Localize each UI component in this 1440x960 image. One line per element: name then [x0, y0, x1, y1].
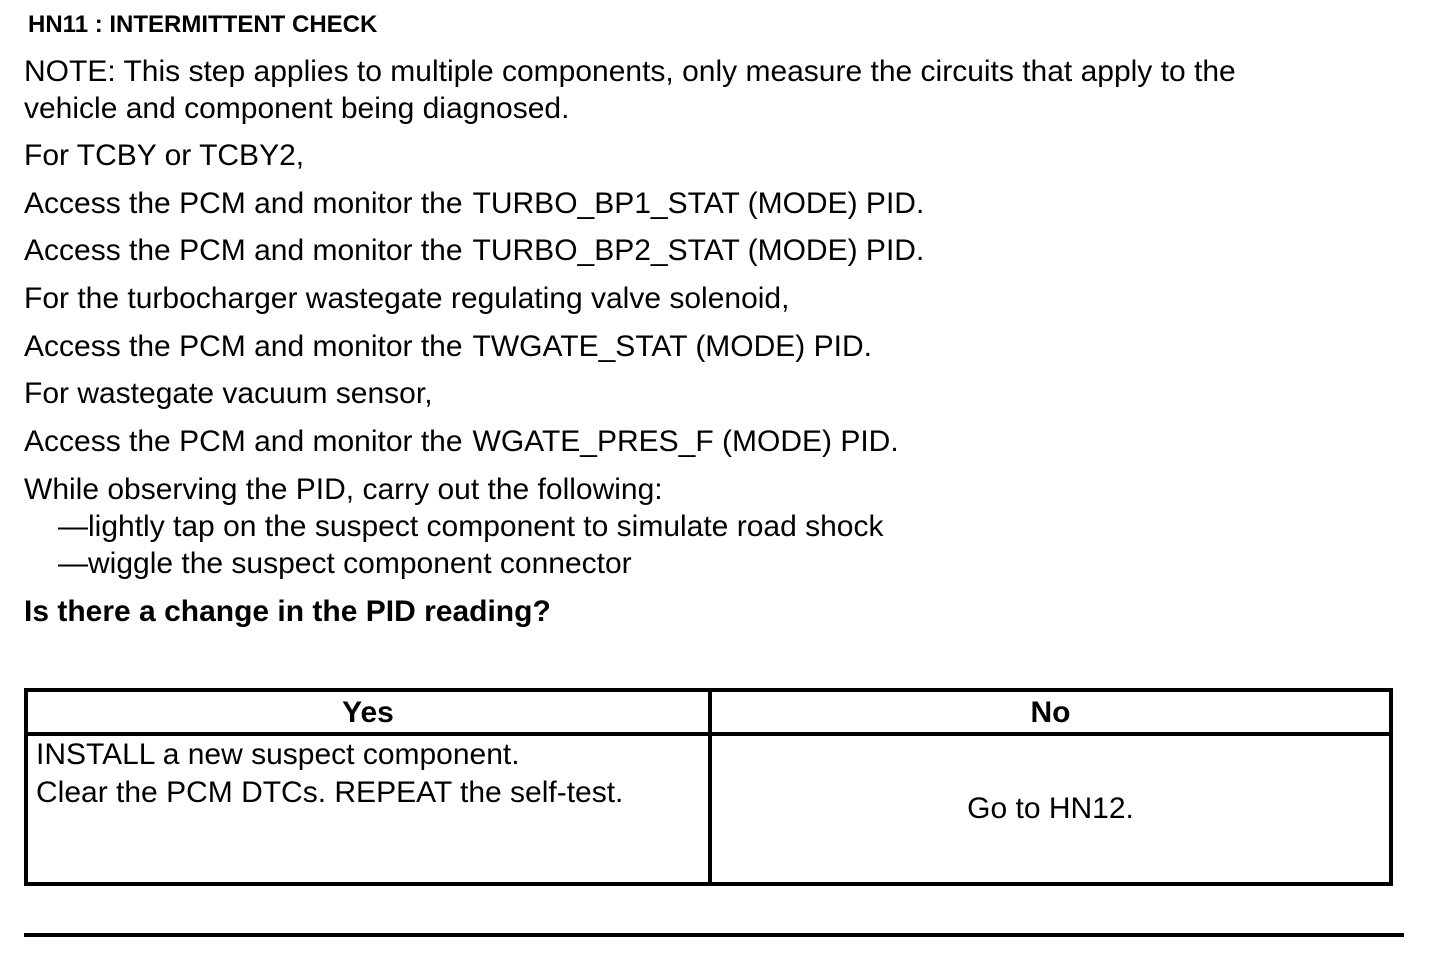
- observe-intro: While observing the PID, carry out the following:: [24, 473, 663, 506]
- no-column-header: No: [1030, 696, 1071, 729]
- note-line-2: vehicle and component being diagnosed.: [24, 92, 570, 125]
- yes-column-header: Yes: [342, 696, 394, 729]
- step-prefix: Access the PCM and monitor the: [24, 187, 463, 220]
- step-vacuum-sensor-condition: For wastegate vacuum sensor,: [24, 377, 433, 410]
- observe-item-wiggle: —wiggle the suspect component connector: [58, 547, 632, 580]
- no-cell: [712, 736, 1389, 882]
- yes-cell: [36, 736, 623, 812]
- pid-name: TURBO_BP2_STAT (MODE) PID.: [472, 234, 925, 267]
- step-wastegate-solenoid-condition: For the turbocharger wastegate regulating valve solenoid,: [24, 282, 790, 315]
- observe-item-tap: —lightly tap on the suspect component to simulate road shock: [58, 510, 884, 543]
- step-turbo-bp1-pid: [24, 185, 924, 222]
- step-tcby-condition: For TCBY or TCBY2,: [24, 139, 305, 172]
- yes-no-table: [24, 688, 1393, 886]
- step-prefix: Access the PCM and monitor the: [24, 425, 463, 458]
- page-title: HN11 : INTERMITTENT CHECK: [28, 11, 378, 38]
- bottom-divider: [24, 933, 1404, 937]
- step-turbo-bp2-pid: [24, 232, 924, 269]
- yes-action-line: INSTALL a new suspect component.: [36, 738, 520, 771]
- step-prefix: Access the PCM and monitor the: [24, 234, 463, 267]
- pid-name: WGATE_PRES_F (MODE) PID.: [472, 425, 899, 458]
- no-action-text: Go to HN12.: [967, 792, 1134, 825]
- yes-action-line: Clear the PCM DTCs. REPEAT the self-test.: [36, 776, 624, 809]
- note-line-1: NOTE: This step applies to multiple components, only measure the circuits that apply to the: [24, 55, 1236, 88]
- step-prefix: Access the PCM and monitor the: [24, 330, 463, 363]
- step-twgate-pid: [24, 328, 872, 365]
- step-wgate-pres-pid: [24, 423, 899, 460]
- pid-name: TWGATE_STAT (MODE) PID.: [472, 330, 872, 363]
- pid-name: TURBO_BP1_STAT (MODE) PID.: [472, 187, 925, 220]
- question-text: Is there a change in the PID reading?: [24, 595, 551, 628]
